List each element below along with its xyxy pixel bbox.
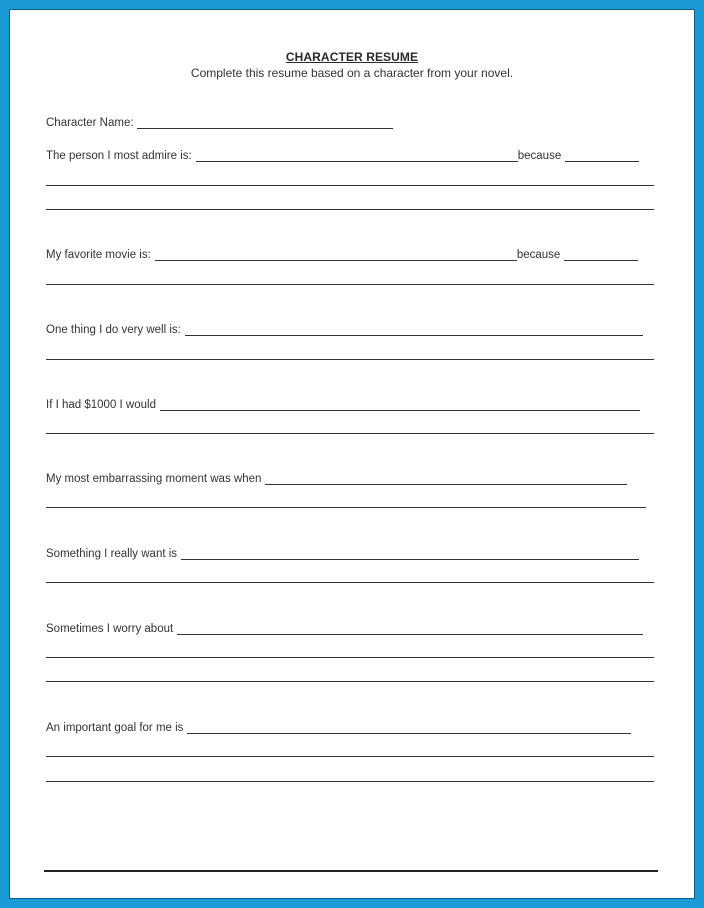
thousand-field[interactable] [160, 398, 640, 411]
embarrassing-field[interactable] [265, 472, 627, 485]
movie-line-2[interactable] [46, 284, 654, 285]
movie-because-label: because [516, 249, 561, 261]
admire-field[interactable] [196, 149, 518, 162]
admire-line-3[interactable] [46, 209, 654, 210]
do-well-row [46, 323, 643, 336]
footer-rule [44, 870, 658, 872]
admire-line-2[interactable] [46, 185, 654, 186]
goal-line-3[interactable] [46, 781, 654, 782]
character-name-field[interactable] [137, 116, 393, 129]
want-line-2[interactable] [46, 582, 654, 583]
thousand-line-2[interactable] [46, 433, 654, 434]
goal-label: An important goal for me is [46, 722, 184, 734]
movie-because-field[interactable] [564, 248, 638, 261]
admire-because-label: because [517, 150, 562, 162]
worry-line-2[interactable] [46, 657, 654, 658]
goal-row [46, 721, 631, 734]
worry-label: Sometimes I worry about [46, 623, 174, 635]
do-well-line-2[interactable] [46, 359, 654, 360]
movie-row [46, 248, 638, 261]
movie-field[interactable] [155, 248, 517, 261]
embarrassing-line-2[interactable] [46, 507, 646, 508]
character-name-label: Character Name: [46, 117, 134, 129]
character-name-row [46, 116, 393, 129]
goal-line-2[interactable] [46, 756, 654, 757]
thousand-row [46, 398, 640, 411]
worry-line-3[interactable] [46, 681, 654, 682]
page-title: CHARACTER RESUME [285, 50, 419, 64]
want-row [46, 547, 639, 560]
movie-label: My favorite movie is: [46, 249, 151, 261]
want-field[interactable] [181, 547, 639, 560]
admire-because-field[interactable] [565, 149, 639, 162]
embarrassing-row [46, 472, 627, 485]
admire-label: The person I most admire is: [46, 150, 192, 162]
worry-field[interactable] [177, 622, 643, 635]
goal-field[interactable] [187, 721, 631, 734]
embarrassing-label: My most embarrassing moment was when [46, 473, 262, 485]
worry-row [46, 622, 643, 635]
do-well-field[interactable] [185, 323, 643, 336]
want-label: Something I really want is [46, 548, 178, 560]
admire-row [46, 149, 639, 162]
thousand-label: If I had $1000 I would [46, 399, 156, 411]
worksheet-page [10, 10, 694, 898]
page-subtitle: Complete this resume based on a character from your novel. [190, 66, 514, 80]
do-well-label: One thing I do very well is: [46, 324, 181, 336]
